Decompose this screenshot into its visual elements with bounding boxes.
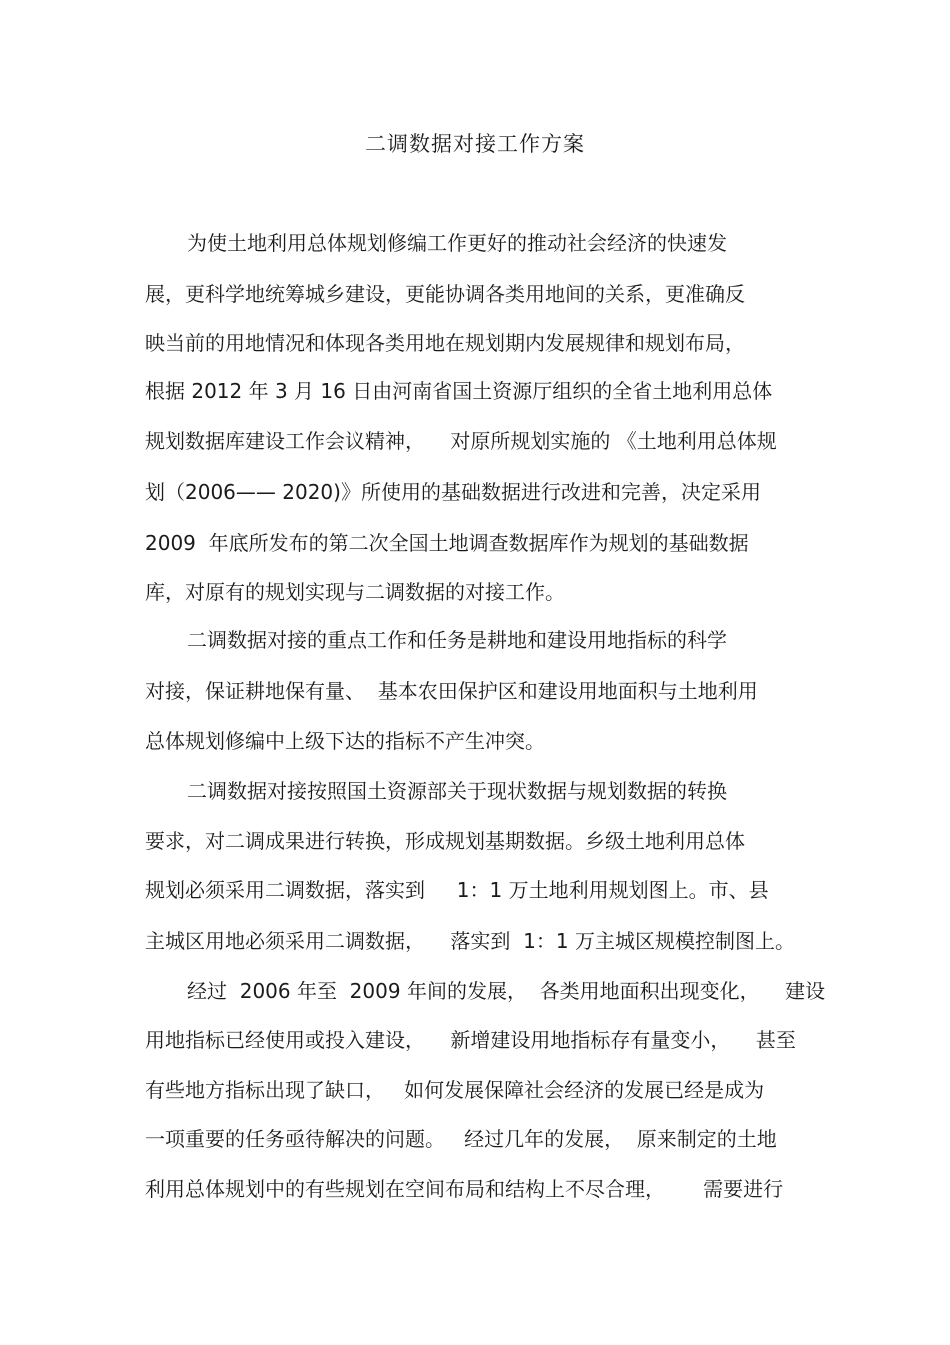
paragraph-line: 一项重要的任务亟待解决的问题。 经过几年的发展， 原来制定的土地 xyxy=(145,1127,777,1151)
paragraph-line: 利用总体规划中的有些规划在空间布局和结构上不尽合理， 需要进行 xyxy=(145,1177,784,1201)
paragraph-line: 二调数据对接的重点工作和任务是耕地和建设用地指标的科学 xyxy=(187,628,727,652)
paragraph-line: 要求，对二调成果进行转换，形成规划基期数据。乡级土地利用总体 xyxy=(145,829,745,853)
paragraph-line: 经过 2006 年至 2009 年间的发展， 各类用地面积出现变化， 建设 xyxy=(187,979,826,1003)
paragraph-line: 规划数据库建设工作会议精神， 对原所规划实施的 《土地利用总体规 xyxy=(145,429,777,453)
paragraph-line: 二调数据对接按照国土资源部关于现状数据与规划数据的转换 xyxy=(187,779,727,803)
paragraph-line: 为使土地利用总体规划修编工作更好的推动社会经济的快速发 xyxy=(187,231,727,255)
paragraph-line: 根据 2012 年 3 月 16 日由河南省国土资源厅组织的全省土地利用总体 xyxy=(145,379,773,403)
paragraph-line: 主城区用地必须采用二调数据， 落实到 1：1 万主城区规模控制图上。 xyxy=(145,929,795,953)
paragraph-line: 划（2006—— 2020)》所使用的基础数据进行改进和完善，决定采用 xyxy=(145,480,761,504)
paragraph-line: 2009 年底所发布的第二次全国土地调查数据库作为规划的基础数据 xyxy=(145,531,749,555)
paragraph-line: 对接，保证耕地保有量、 基本农田保护区和建设用地面积与土地利用 xyxy=(145,679,758,703)
paragraph-line: 总体规划修编中上级下达的指标不产生冲突。 xyxy=(145,729,545,753)
paragraph-line: 有些地方指标出现了缺口， 如何发展保障社会经济的发展已经是成为 xyxy=(145,1078,765,1102)
document-title: 二调数据对接工作方案 xyxy=(365,132,585,156)
paragraph-line: 展，更科学地统筹城乡建设，更能协调各类用地间的关系，更准确反 xyxy=(145,282,745,306)
paragraph-line: 库，对原有的规划实现与二调数据的对接工作。 xyxy=(145,580,565,604)
paragraph-line: 用地指标已经使用或投入建设， 新增建设用地指标存有量变小， 甚至 xyxy=(145,1028,796,1052)
paragraph-line: 规划必须采用二调数据，落实到 1：1 万土地利用规划图上。市、县 xyxy=(145,878,769,902)
paragraph-line: 映当前的用地情况和体现各类用地在规划期内发展规律和规划布局， xyxy=(145,331,745,355)
